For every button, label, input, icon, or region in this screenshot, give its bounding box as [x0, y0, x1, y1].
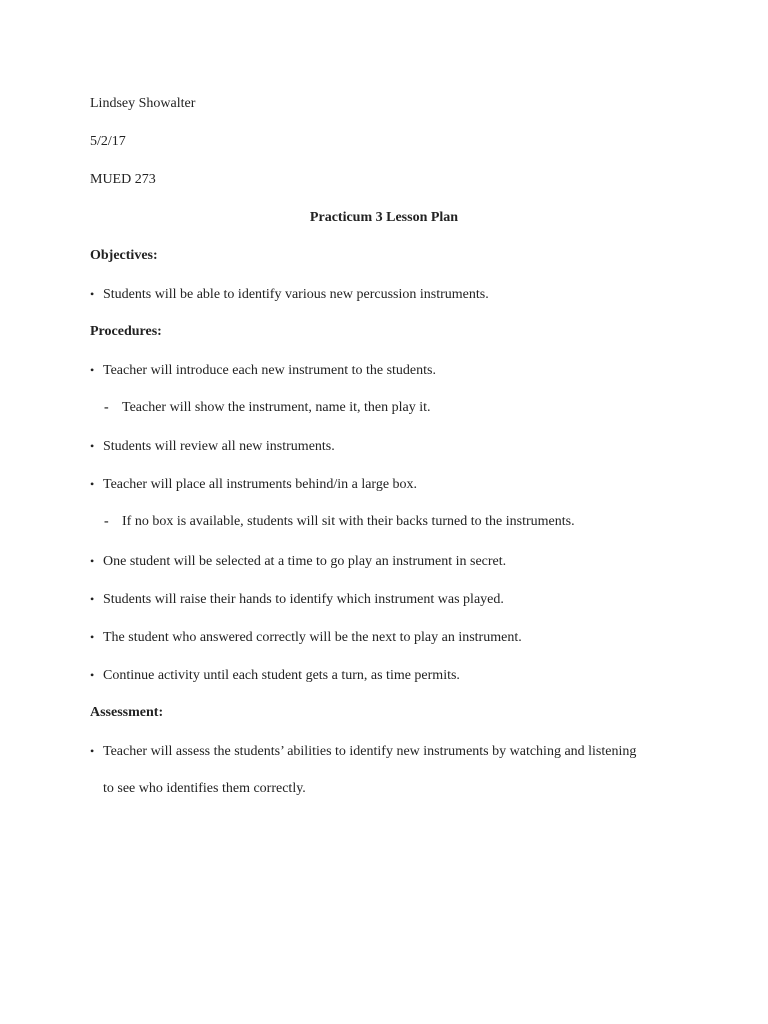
course-code: MUED 273: [90, 172, 156, 187]
procedure-item: [90, 437, 335, 456]
procedure-text: One student will be selected at a time to go play an instrument in secret.: [103, 554, 507, 569]
bullet-icon: •: [90, 439, 95, 453]
bullet-icon: •: [90, 287, 95, 301]
date: 5/2/17: [90, 134, 126, 149]
bullet-icon: •: [90, 668, 95, 682]
bullet-icon: •: [90, 630, 95, 644]
procedure-item: [90, 475, 417, 494]
dash-icon: -: [104, 514, 109, 529]
procedure-text: Students will raise their hands to identify which instrument was played.: [103, 592, 504, 607]
procedure-subitem: [104, 513, 575, 531]
procedure-subitem: [104, 399, 431, 417]
bullet-icon: •: [90, 477, 95, 491]
objective-text: Students will be able to identify various new percussion instruments.: [103, 287, 489, 302]
bullet-icon: •: [90, 363, 95, 377]
assessment-item: [90, 742, 636, 761]
assessment-continuation: to see who identifies them correctly.: [103, 781, 306, 796]
assessment-text: Teacher will assess the students’ abilities to identify new instruments by watching and listening: [103, 744, 637, 759]
objective-item: [90, 285, 489, 304]
bullet-icon: •: [90, 744, 95, 758]
procedure-item: [90, 590, 504, 609]
procedure-text: Teacher will introduce each new instrument to the students.: [103, 363, 436, 378]
procedure-item: [90, 552, 506, 571]
procedure-subtext: If no box is available, students will sit with their backs turned to the instruments.: [122, 514, 575, 529]
procedure-item: [90, 628, 522, 647]
bullet-icon: •: [90, 554, 95, 568]
document-title: Practicum 3 Lesson Plan: [309, 210, 459, 225]
procedure-text: Students will review all new instruments.: [103, 439, 335, 454]
procedure-subtext: Teacher will show the instrument, name it, then play it.: [122, 400, 431, 415]
bullet-icon: •: [90, 592, 95, 606]
procedures-heading: Procedures:: [90, 324, 162, 339]
procedure-text: Teacher will place all instruments behind/in a large box.: [103, 477, 418, 492]
procedure-item: [90, 666, 460, 685]
procedure-item: [90, 361, 436, 380]
procedure-text: Continue activity until each student gets a turn, as time permits.: [103, 668, 460, 683]
objectives-heading: Objectives:: [90, 248, 158, 263]
author-name: Lindsey Showalter: [90, 96, 196, 111]
procedure-text: The student who answered correctly will be the next to play an instrument.: [103, 630, 522, 645]
dash-icon: -: [104, 400, 109, 415]
assessment-heading: Assessment:: [90, 705, 164, 720]
